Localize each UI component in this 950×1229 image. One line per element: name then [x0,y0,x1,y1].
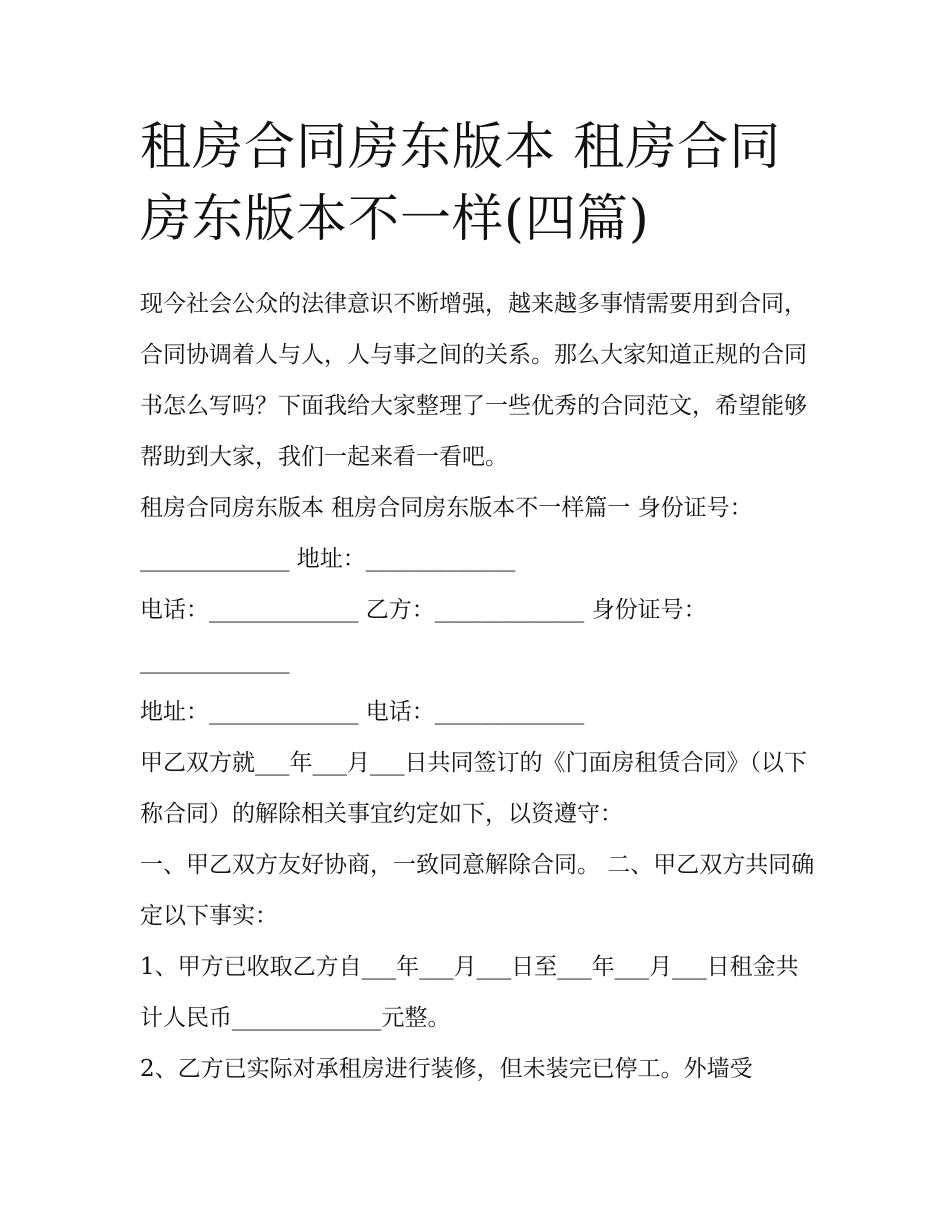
agreement-preamble: 甲乙双方就___年___月___日共同签订的《门面房租赁合同》（以下称合同）的解除相关事宜约定如下，以资遵守： [140,750,807,827]
clause-one-two: 一、甲乙双方友好协商，一致同意解除合同。 二、甲乙双方共同确定以下事实： [140,852,815,929]
intro-paragraph: 现今社会公众的法律意识不断增强，越来越多事情需要用到合同，合同协调着人与人，人与事之间的关系。那么大家知道正规的合同书怎么写吗？下面我给大家整理了一些优秀的合同范文，希望能够帮助到大家，我们一起来看一看吧。 [140,291,807,470]
document-body [140,279,820,1095]
document-title: 租房合同房东版本 租房合同房东版本不一样(四篇) [140,118,782,249]
item-one-rent: 1、甲方已收取乙方自___年___月___日至___年___月___日租金共计人民币_____________元整。 [140,954,799,1031]
party-a-id-address: 租房合同房东版本 租房合同房东版本不一样篇一 身份证号：_____________ 地址：_____________ [140,495,753,572]
item-two-renovation: 2、乙方已实际对承租房进行装修，但未装完已停工。外墙受 [140,1056,753,1082]
party-b-address-phone: 地址：_____________ 电话：_____________ [140,699,585,725]
party-a-phone-party-b: 电话：_____________ 乙方：_____________ 身份证号：_____________ [140,597,707,674]
